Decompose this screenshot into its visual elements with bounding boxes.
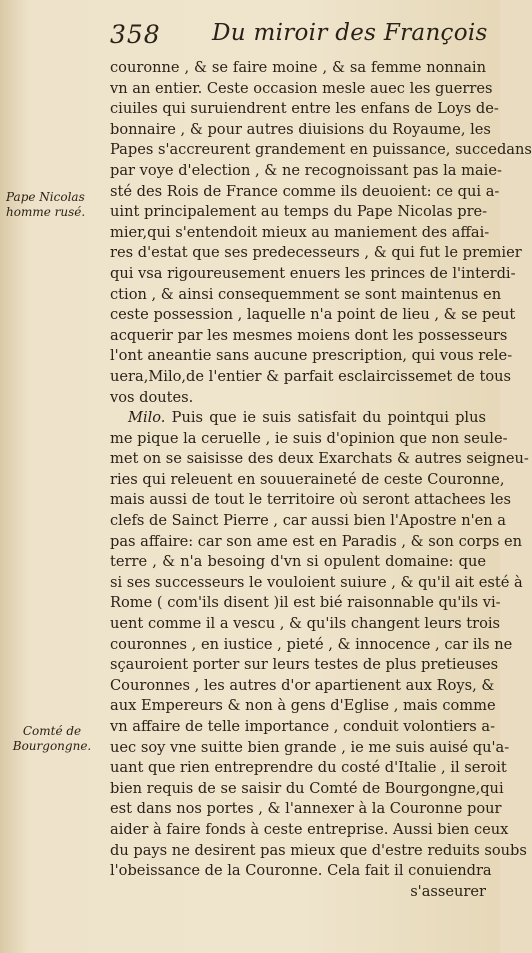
text-line: ceste possession , laquelle n'a point de lieu , & se peut	[110, 306, 516, 324]
text-line: Rome ( com'ils disent )il est bié raisonnable qu'ils vi-	[110, 594, 501, 612]
text-line: uera,Milo,de l'entier & parfait esclaircissemet de tous	[110, 367, 511, 385]
text-line: sçauroient porter sur leurs testes de plus pretieuses	[110, 656, 499, 674]
text-line-speaker: Milo. Puis que ie suis satisfait du pointqui plus	[128, 409, 486, 427]
text-line: Couronnes , les autres d'or apartienent aux Roys, &	[110, 676, 495, 694]
text-line: l'obeissance de la Couronne. Cela fait il conuiendra	[110, 862, 492, 880]
margin-note-line: Pape Nicolas	[6, 190, 85, 204]
text-line: mais aussi de tout le territoire où seront attachees les	[110, 491, 512, 509]
text-line: uent comme il a vescu , & qu'ils changent leurs trois	[110, 615, 501, 633]
text-line: acquerir par les mesmes moiens dont les possesseurs	[110, 326, 508, 344]
text-line: mier,qui s'entendoit mieux au maniement des affai-	[110, 223, 490, 241]
text-line: pas affaire: car son ame est en Paradis , & son corps en	[110, 532, 523, 550]
text-line: terre , & n'a besoing d'vn si opulent domaine: que	[110, 553, 486, 571]
text-line: bien requis de se saisir du Comté de Bourgongne,qui	[110, 779, 504, 797]
text-line: si ses successeurs le vouloient suiure , & qu'il ait esté à	[110, 573, 523, 591]
margin-note-pape-nicolas	[6, 190, 108, 220]
text-line: sté des Rois de France comme ils deuoient: ce qui a-	[110, 182, 500, 200]
text-line: couronnes , en iustice , pieté , & innocence , car ils ne	[110, 635, 513, 653]
margin-note-line: homme rusé.	[6, 205, 86, 219]
text-line: l'ont aneantie sans aucune prescription, qui vous rele-	[110, 347, 513, 365]
text-line: res d'estat que ses predecesseurs , & qui fut le premier	[110, 244, 522, 262]
text-line: ciuiles qui suruiendrent entre les enfans de Loys de-	[110, 100, 499, 118]
text-line: ction , & ainsi consequemment se sont maintenus en	[110, 285, 502, 303]
text-line: ries qui releuent en souueraineté de ceste Couronne,	[110, 470, 505, 488]
margin-note-line: Bourgongne.	[12, 739, 92, 753]
text-line: bonnaire , & pour autres diuisions du Royaume, les	[110, 120, 491, 138]
text-line: par voye d'election , & ne recognoissant pas la maie-	[110, 161, 502, 179]
text-line: aux Empereurs & non à gens d'Eglise , mais comme	[110, 697, 496, 715]
running-title: Du miroir des François	[212, 20, 488, 46]
text-line: du pays ne desirent pas mieux que d'estre reduits soubs	[110, 841, 527, 859]
text-line: couronne , & se faire moine , & sa femme nonnain	[110, 59, 486, 76]
margin-note-comte-de-bourgongne	[6, 724, 98, 754]
text-line: vn affaire de telle importance , conduit volontiers a-	[110, 718, 496, 735]
text-line: Papes s'accreurent grandement en puissance, succedans	[110, 141, 532, 159]
page-header	[0, 16, 500, 56]
text-line: uint principalement au temps du Pape Nicolas pre-	[110, 203, 488, 221]
text-line: vos doutes.	[110, 388, 194, 406]
speaker-name: Milo.	[128, 409, 166, 427]
text-line: me pique la ceruelle , ie suis d'opinion que non seule-	[110, 429, 508, 447]
text-line: clefs de Sainct Pierre , car aussi bien l'Apostre n'en a	[110, 512, 506, 530]
text-line: met on se saisisse des deux Exarchats & autres seigneu-	[110, 450, 529, 468]
text-line: uant que rien entreprendre du costé d'Italie , il seroit	[110, 759, 507, 777]
text-line: qui vsa rigoureusement enuers les princes de l'interdi-	[110, 264, 516, 282]
catchword: s'asseurer	[410, 882, 486, 900]
text-line: uec soy vne suitte bien grande , ie me suis auisé qu'a-	[110, 738, 510, 756]
text-line: aider à faire fonds à ceste entreprise. Aussi bien ceux	[110, 820, 509, 838]
page-number: 358	[110, 20, 161, 49]
body-text	[110, 58, 532, 902]
text-line: est dans nos portes , & l'annexer à la Couronne pour	[110, 800, 502, 818]
margin-note-line: Comté de	[22, 724, 82, 738]
text-line: vn an entier. Ceste occasion mesle auec les guerres	[110, 79, 493, 97]
